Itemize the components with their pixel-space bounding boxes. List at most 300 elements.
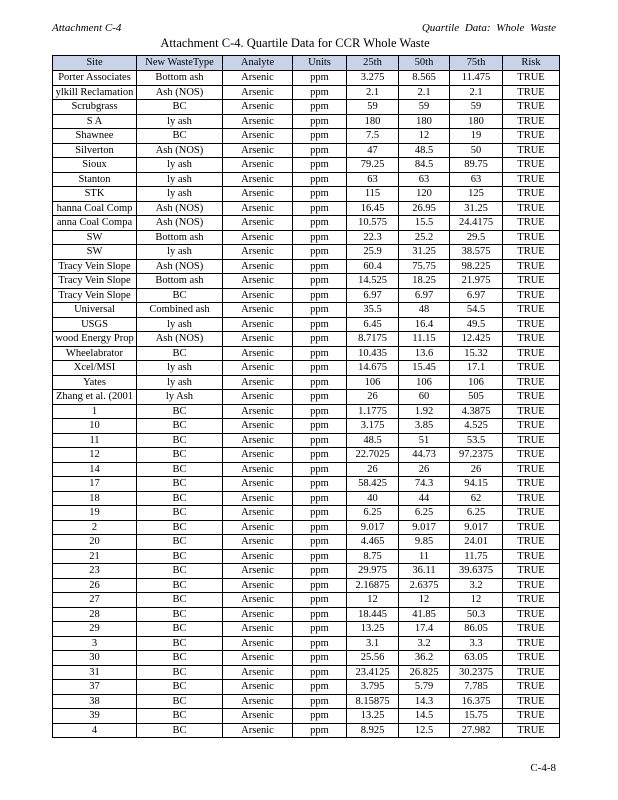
cell-p25: 60.4	[347, 259, 399, 274]
cell-p75: 19	[450, 129, 503, 144]
cell-waste-type: ly ash	[137, 158, 223, 173]
column-header-analyte: Analyte	[223, 56, 293, 71]
cell-waste-type: ly ash	[137, 245, 223, 260]
cell-p25: 13.25	[347, 622, 399, 637]
page-number: C-4-8	[530, 762, 556, 774]
cell-analyte: Arsenic	[223, 651, 293, 666]
cell-p25: 12	[347, 593, 399, 608]
cell-p25: 47	[347, 143, 399, 158]
cell-p75: 125	[450, 187, 503, 202]
cell-p75: 98.225	[450, 259, 503, 274]
cell-risk: TRUE	[503, 143, 560, 158]
cell-p50: 180	[399, 114, 450, 129]
cell-p75: 97.2375	[450, 448, 503, 463]
table-row	[53, 723, 560, 738]
cell-p25: 23.4125	[347, 665, 399, 680]
cell-analyte: Arsenic	[223, 114, 293, 129]
cell-waste-type: BC	[137, 549, 223, 564]
table-row	[53, 665, 560, 680]
cell-waste-type: ly Ash	[137, 390, 223, 405]
cell-units: ppm	[293, 172, 347, 187]
cell-p25: 40	[347, 491, 399, 506]
cell-p50: 84.5	[399, 158, 450, 173]
cell-p50: 44.73	[399, 448, 450, 463]
cell-site: STK	[53, 187, 137, 202]
cell-p50: 5.79	[399, 680, 450, 695]
cell-units: ppm	[293, 346, 347, 361]
cell-p25: 3.175	[347, 419, 399, 434]
cell-risk: TRUE	[503, 230, 560, 245]
table-row	[53, 187, 560, 202]
cell-analyte: Arsenic	[223, 172, 293, 187]
table-row	[53, 578, 560, 593]
cell-risk: TRUE	[503, 100, 560, 115]
cell-p50: 11.15	[399, 332, 450, 347]
table-row	[53, 129, 560, 144]
table-row	[53, 549, 560, 564]
cell-site: Stanton	[53, 172, 137, 187]
cell-analyte: Arsenic	[223, 607, 293, 622]
cell-site: Tracy Vein Slope	[53, 259, 137, 274]
cell-p25: 115	[347, 187, 399, 202]
cell-p25: 26	[347, 462, 399, 477]
cell-units: ppm	[293, 520, 347, 535]
cell-units: ppm	[293, 245, 347, 260]
cell-analyte: Arsenic	[223, 549, 293, 564]
cell-waste-type: Bottom ash	[137, 230, 223, 245]
cell-p50: 8.565	[399, 71, 450, 86]
cell-p50: 36.2	[399, 651, 450, 666]
cell-p25: 10.575	[347, 216, 399, 231]
table-row	[53, 491, 560, 506]
cell-site: 14	[53, 462, 137, 477]
cell-units: ppm	[293, 593, 347, 608]
cell-p75: 26	[450, 462, 503, 477]
cell-units: ppm	[293, 636, 347, 651]
cell-p50: 48	[399, 303, 450, 318]
cell-risk: TRUE	[503, 549, 560, 564]
cell-waste-type: Ash (NOS)	[137, 216, 223, 231]
cell-p25: 8.15875	[347, 694, 399, 709]
cell-p75: 4.3875	[450, 404, 503, 419]
cell-p75: 16.375	[450, 694, 503, 709]
table-row	[53, 216, 560, 231]
cell-analyte: Arsenic	[223, 85, 293, 100]
cell-site: 17	[53, 477, 137, 492]
cell-units: ppm	[293, 375, 347, 390]
cell-units: ppm	[293, 607, 347, 622]
cell-p25: 13.25	[347, 709, 399, 724]
cell-analyte: Arsenic	[223, 390, 293, 405]
cell-waste-type: BC	[137, 535, 223, 550]
table-row	[53, 520, 560, 535]
cell-analyte: Arsenic	[223, 230, 293, 245]
table-row	[53, 419, 560, 434]
table-row	[53, 651, 560, 666]
table-row	[53, 375, 560, 390]
cell-site: 29	[53, 622, 137, 637]
cell-risk: TRUE	[503, 462, 560, 477]
cell-p25: 16.45	[347, 201, 399, 216]
cell-p75: 11.475	[450, 71, 503, 86]
cell-site: Xcel/MSI	[53, 361, 137, 376]
cell-waste-type: Bottom ash	[137, 71, 223, 86]
cell-site: 37	[53, 680, 137, 695]
cell-p50: 2.1	[399, 85, 450, 100]
cell-site: Shawnee	[53, 129, 137, 144]
cell-site: Sioux	[53, 158, 137, 173]
cell-risk: TRUE	[503, 187, 560, 202]
cell-risk: TRUE	[503, 723, 560, 738]
cell-risk: TRUE	[503, 491, 560, 506]
cell-waste-type: ly ash	[137, 375, 223, 390]
cell-waste-type: Ash (NOS)	[137, 143, 223, 158]
cell-analyte: Arsenic	[223, 578, 293, 593]
cell-p25: 22.3	[347, 230, 399, 245]
cell-p50: 3.2	[399, 636, 450, 651]
cell-site: 23	[53, 564, 137, 579]
cell-p50: 26	[399, 462, 450, 477]
cell-p50: 41.85	[399, 607, 450, 622]
cell-units: ppm	[293, 723, 347, 738]
cell-p75: 9.017	[450, 520, 503, 535]
cell-p75: 38.575	[450, 245, 503, 260]
table-row	[53, 143, 560, 158]
cell-units: ppm	[293, 535, 347, 550]
cell-risk: TRUE	[503, 520, 560, 535]
cell-analyte: Arsenic	[223, 448, 293, 463]
table-row	[53, 114, 560, 129]
cell-p75: 6.97	[450, 288, 503, 303]
cell-units: ppm	[293, 680, 347, 695]
cell-analyte: Arsenic	[223, 709, 293, 724]
column-header-risk: Risk	[503, 56, 560, 71]
cell-p75: 89.75	[450, 158, 503, 173]
cell-p25: 58.425	[347, 477, 399, 492]
cell-site: 26	[53, 578, 137, 593]
table-row	[53, 709, 560, 724]
cell-analyte: Arsenic	[223, 100, 293, 115]
cell-risk: TRUE	[503, 419, 560, 434]
cell-p25: 8.75	[347, 549, 399, 564]
cell-analyte: Arsenic	[223, 317, 293, 332]
cell-analyte: Arsenic	[223, 274, 293, 289]
cell-p75: 59	[450, 100, 503, 115]
cell-site: Zhang et al. (2001	[53, 390, 137, 405]
cell-site: 11	[53, 433, 137, 448]
cell-p50: 74.3	[399, 477, 450, 492]
cell-p25: 1.1775	[347, 404, 399, 419]
cell-site: Wheelabrator	[53, 346, 137, 361]
cell-risk: TRUE	[503, 535, 560, 550]
cell-waste-type: BC	[137, 404, 223, 419]
cell-site: 3	[53, 636, 137, 651]
cell-waste-type: BC	[137, 636, 223, 651]
cell-waste-type: ly ash	[137, 172, 223, 187]
cell-analyte: Arsenic	[223, 288, 293, 303]
cell-p75: 50	[450, 143, 503, 158]
cell-p50: 18.25	[399, 274, 450, 289]
cell-waste-type: BC	[137, 564, 223, 579]
cell-analyte: Arsenic	[223, 535, 293, 550]
cell-p50: 14.3	[399, 694, 450, 709]
table-header-row	[53, 56, 560, 71]
cell-analyte: Arsenic	[223, 665, 293, 680]
cell-site: Porter Associates	[53, 71, 137, 86]
table-row	[53, 245, 560, 260]
cell-units: ppm	[293, 129, 347, 144]
cell-waste-type: BC	[137, 462, 223, 477]
cell-p75: 63	[450, 172, 503, 187]
cell-units: ppm	[293, 361, 347, 376]
cell-p50: 75.75	[399, 259, 450, 274]
cell-site: ylkill Reclamation	[53, 85, 137, 100]
cell-analyte: Arsenic	[223, 564, 293, 579]
cell-site: hanna Coal Comp	[53, 201, 137, 216]
table-row	[53, 317, 560, 332]
column-header-75th: 75th	[450, 56, 503, 71]
cell-waste-type: ly ash	[137, 361, 223, 376]
cell-p75: 86.05	[450, 622, 503, 637]
cell-p50: 12.5	[399, 723, 450, 738]
cell-p75: 4.525	[450, 419, 503, 434]
cell-p50: 14.5	[399, 709, 450, 724]
cell-site: wood Energy Prop	[53, 332, 137, 347]
cell-units: ppm	[293, 143, 347, 158]
table-row	[53, 462, 560, 477]
cell-risk: TRUE	[503, 201, 560, 216]
table-row	[53, 346, 560, 361]
table-row	[53, 636, 560, 651]
cell-waste-type: BC	[137, 491, 223, 506]
cell-p50: 59	[399, 100, 450, 115]
cell-p25: 6.25	[347, 506, 399, 521]
cell-p75: 54.5	[450, 303, 503, 318]
cell-site: 4	[53, 723, 137, 738]
cell-risk: TRUE	[503, 361, 560, 376]
table-body	[53, 71, 560, 738]
cell-waste-type: BC	[137, 651, 223, 666]
cell-p25: 2.16875	[347, 578, 399, 593]
cell-p25: 35.5	[347, 303, 399, 318]
cell-waste-type: BC	[137, 723, 223, 738]
cell-p25: 25.56	[347, 651, 399, 666]
cell-analyte: Arsenic	[223, 332, 293, 347]
cell-analyte: Arsenic	[223, 491, 293, 506]
cell-risk: TRUE	[503, 71, 560, 86]
cell-units: ppm	[293, 114, 347, 129]
cell-waste-type: BC	[137, 520, 223, 535]
cell-waste-type: BC	[137, 506, 223, 521]
cell-p75: 53.5	[450, 433, 503, 448]
cell-p25: 14.525	[347, 274, 399, 289]
cell-waste-type: BC	[137, 694, 223, 709]
cell-units: ppm	[293, 230, 347, 245]
cell-analyte: Arsenic	[223, 303, 293, 318]
cell-risk: TRUE	[503, 448, 560, 463]
cell-risk: TRUE	[503, 332, 560, 347]
cell-site: 38	[53, 694, 137, 709]
cell-p50: 2.6375	[399, 578, 450, 593]
cell-risk: TRUE	[503, 578, 560, 593]
cell-units: ppm	[293, 665, 347, 680]
cell-p75: 62	[450, 491, 503, 506]
cell-analyte: Arsenic	[223, 216, 293, 231]
table-row	[53, 259, 560, 274]
cell-risk: TRUE	[503, 375, 560, 390]
cell-waste-type: BC	[137, 593, 223, 608]
cell-site: Tracy Vein Slope	[53, 274, 137, 289]
cell-p75: 3.3	[450, 636, 503, 651]
cell-waste-type: BC	[137, 129, 223, 144]
cell-units: ppm	[293, 419, 347, 434]
cell-p75: 31.25	[450, 201, 503, 216]
cell-p25: 180	[347, 114, 399, 129]
cell-site: 2	[53, 520, 137, 535]
cell-p25: 3.275	[347, 71, 399, 86]
cell-site: S A	[53, 114, 137, 129]
cell-risk: TRUE	[503, 259, 560, 274]
cell-p25: 29.975	[347, 564, 399, 579]
cell-analyte: Arsenic	[223, 520, 293, 535]
cell-risk: TRUE	[503, 636, 560, 651]
cell-p50: 63	[399, 172, 450, 187]
cell-site: Tracy Vein Slope	[53, 288, 137, 303]
cell-p25: 48.5	[347, 433, 399, 448]
cell-risk: TRUE	[503, 216, 560, 231]
cell-p50: 31.25	[399, 245, 450, 260]
cell-analyte: Arsenic	[223, 201, 293, 216]
cell-risk: TRUE	[503, 622, 560, 637]
cell-p50: 9.017	[399, 520, 450, 535]
cell-units: ppm	[293, 201, 347, 216]
table-row	[53, 506, 560, 521]
cell-risk: TRUE	[503, 274, 560, 289]
cell-risk: TRUE	[503, 317, 560, 332]
cell-units: ppm	[293, 216, 347, 231]
cell-p75: 24.4175	[450, 216, 503, 231]
cell-analyte: Arsenic	[223, 419, 293, 434]
table-row	[53, 172, 560, 187]
cell-p25: 26	[347, 390, 399, 405]
cell-p25: 22.7025	[347, 448, 399, 463]
cell-units: ppm	[293, 709, 347, 724]
cell-p75: 12	[450, 593, 503, 608]
cell-risk: TRUE	[503, 390, 560, 405]
cell-risk: TRUE	[503, 172, 560, 187]
cell-risk: TRUE	[503, 346, 560, 361]
cell-risk: TRUE	[503, 564, 560, 579]
cell-p50: 1.92	[399, 404, 450, 419]
cell-units: ppm	[293, 549, 347, 564]
cell-p25: 63	[347, 172, 399, 187]
cell-risk: TRUE	[503, 709, 560, 724]
cell-site: 20	[53, 535, 137, 550]
cell-waste-type: BC	[137, 448, 223, 463]
cell-p50: 36.11	[399, 564, 450, 579]
cell-analyte: Arsenic	[223, 245, 293, 260]
cell-p50: 17.4	[399, 622, 450, 637]
table-row	[53, 433, 560, 448]
table-row	[53, 564, 560, 579]
cell-p25: 59	[347, 100, 399, 115]
cell-waste-type: BC	[137, 680, 223, 695]
cell-units: ppm	[293, 404, 347, 419]
cell-p75: 3.2	[450, 578, 503, 593]
table-row	[53, 332, 560, 347]
cell-units: ppm	[293, 317, 347, 332]
cell-waste-type: Ash (NOS)	[137, 201, 223, 216]
cell-waste-type: BC	[137, 100, 223, 115]
table-row	[53, 607, 560, 622]
cell-units: ppm	[293, 448, 347, 463]
cell-analyte: Arsenic	[223, 506, 293, 521]
cell-p50: 25.2	[399, 230, 450, 245]
cell-site: Scrubgrass	[53, 100, 137, 115]
cell-units: ppm	[293, 622, 347, 637]
cell-p75: 6.25	[450, 506, 503, 521]
table-row	[53, 158, 560, 173]
cell-waste-type: Bottom ash	[137, 274, 223, 289]
cell-analyte: Arsenic	[223, 259, 293, 274]
cell-waste-type: BC	[137, 288, 223, 303]
cell-waste-type: Ash (NOS)	[137, 332, 223, 347]
cell-p50: 106	[399, 375, 450, 390]
table-row	[53, 274, 560, 289]
cell-risk: TRUE	[503, 680, 560, 695]
cell-p75: 29.5	[450, 230, 503, 245]
quartile-table	[52, 55, 560, 738]
cell-units: ppm	[293, 303, 347, 318]
cell-p50: 15.45	[399, 361, 450, 376]
cell-p75: 106	[450, 375, 503, 390]
cell-p75: 180	[450, 114, 503, 129]
table-row	[53, 477, 560, 492]
cell-site: 31	[53, 665, 137, 680]
cell-p50: 26.95	[399, 201, 450, 216]
cell-analyte: Arsenic	[223, 593, 293, 608]
cell-site: 19	[53, 506, 137, 521]
cell-p25: 10.435	[347, 346, 399, 361]
cell-analyte: Arsenic	[223, 361, 293, 376]
cell-site: Yates	[53, 375, 137, 390]
cell-p75: 24.01	[450, 535, 503, 550]
cell-site: 1	[53, 404, 137, 419]
cell-site: Silverton	[53, 143, 137, 158]
table-title: Attachment C-4. Quartile Data for CCR Whole Waste	[160, 36, 430, 50]
cell-risk: TRUE	[503, 694, 560, 709]
cell-risk: TRUE	[503, 129, 560, 144]
cell-p50: 12	[399, 593, 450, 608]
cell-p50: 12	[399, 129, 450, 144]
cell-site: 30	[53, 651, 137, 666]
cell-risk: TRUE	[503, 158, 560, 173]
cell-p25: 3.795	[347, 680, 399, 695]
cell-site: USGS	[53, 317, 137, 332]
table-row	[53, 404, 560, 419]
cell-units: ppm	[293, 477, 347, 492]
cell-waste-type: BC	[137, 346, 223, 361]
cell-site: 27	[53, 593, 137, 608]
cell-p75: 39.6375	[450, 564, 503, 579]
cell-waste-type: BC	[137, 607, 223, 622]
column-header-waste-type: New WasteType	[137, 56, 223, 71]
cell-p25: 6.97	[347, 288, 399, 303]
column-header-50th: 50th	[399, 56, 450, 71]
cell-analyte: Arsenic	[223, 694, 293, 709]
cell-p25: 3.1	[347, 636, 399, 651]
cell-risk: TRUE	[503, 593, 560, 608]
